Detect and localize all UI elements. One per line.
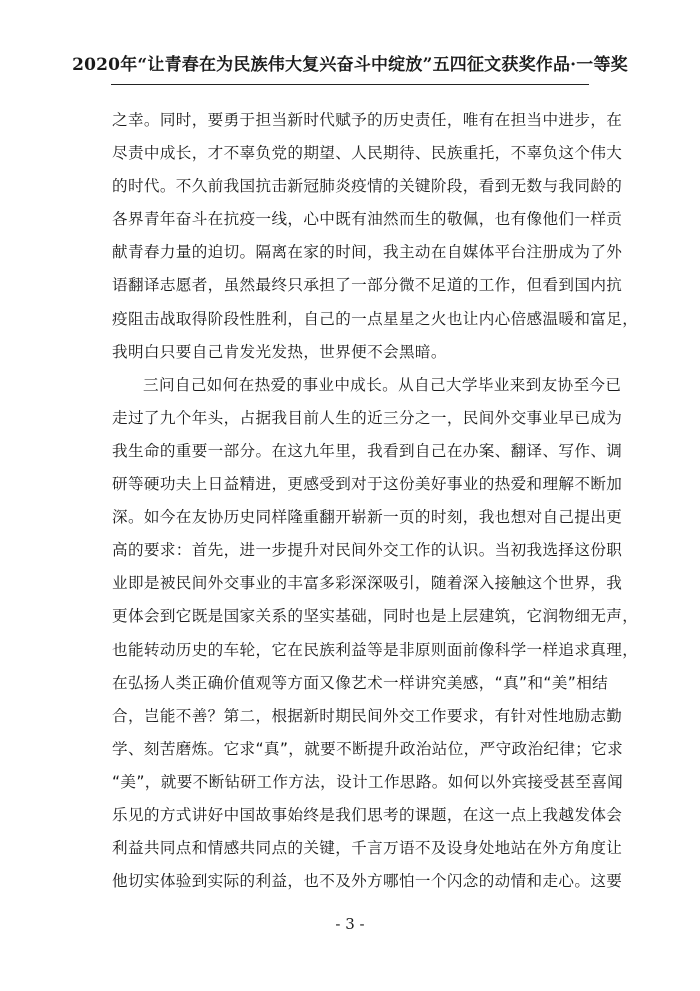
paragraph-line: 也能转动历史的车轮，它在民族利益等是非原则面前像科学一样追求真理， (112, 640, 639, 659)
page-number: - 3 - (335, 915, 365, 933)
paragraph-line: 疫阻击战取得阶段性胜利，自己的一点星星之火也让内心倍感温暖和富足， (112, 309, 639, 328)
paragraph-line: 研等硬功夫上日益精进，更感受到对于这份美好事业的热爱和理解不断加 (112, 475, 623, 494)
paragraph-line: 合，岂能不善？第二，根据新时期民间外交工作要求，有针对性地励志勤 (112, 706, 623, 725)
paragraph-line: 尽责中成长，才不辜负党的期望、人民期待、民族重托，不辜负这个伟大 (112, 144, 623, 163)
paragraph-line: 在弘扬人类正确价值观等方面又像艺术一样讲究美感，“真”和“美”相结 (112, 673, 609, 692)
body-text (112, 104, 639, 898)
paragraph-line: 利益共同点和情感共同点的关键，千言万语不及设身处地站在外方角度让 (112, 839, 623, 858)
header-divider (111, 84, 589, 85)
paragraph-line: 我生命的重要一部分。在这九年里，我看到自己在办案、翻译、写作、调 (112, 441, 623, 460)
running-header-title: 2020年“让青春在为民族伟大复兴奋斗中绽放”五四征文获奖作品·一等奖 (72, 55, 628, 75)
paragraph-line: 献青春力量的迫切。隔离在家的时间，我主动在自媒体平台注册成为了外 (112, 243, 623, 262)
paragraph-line: 各界青年奋斗在抗疫一线，心中既有油然而生的敬佩，也有像他们一样贡 (112, 210, 623, 229)
paragraph-line: “美”，就要不断钻研工作方法，设计工作思路。如何以外宾接受甚至喜闻 (112, 772, 624, 791)
paragraph-line: 深。如今在友协历史同样隆重翻开崭新一页的时刻，我也想对自己提出更 (112, 508, 623, 527)
paragraph-line: 的时代。不久前我国抗击新冠肺炎疫情的关键阶段，看到无数与我同龄的 (112, 177, 623, 196)
paragraph-line: 乐见的方式讲好中国故事始终是我们思考的课题，在这一点上我越发体会 (112, 805, 623, 824)
paragraph-line: 三问自己如何在热爱的事业中成长。从自己大学毕业来到友协至今已 (143, 375, 622, 394)
paragraph-line: 我明白只要自己肯发光发热，世界便不会黑暗。 (112, 342, 447, 361)
paragraph-line: 他切实体验到实际的利益，也不及外方哪怕一个闪念的动情和走心。这要 (112, 872, 623, 891)
paragraph-line: 走过了九个年头，占据我目前人生的近三分之一，民间外交事业早已成为 (112, 408, 623, 427)
paragraph-line: 之幸。同时，要勇于担当新时代赋予的历史责任，唯有在担当中进步，在 (112, 111, 623, 129)
paragraph-line: 高的要求：首先，进一步提升对民间外交工作的认识。当初我选择这份职 (112, 541, 623, 560)
paragraph-line: 学、刻苦磨炼。它求“真”，就要不断提升政治站位，严守政治纪律；它求 (112, 739, 624, 758)
paragraph-line: 语翻译志愿者，虽然最终只承担了一部分微不足道的工作，但看到国内抗 (112, 276, 623, 295)
paragraph-line: 更体会到它既是国家关系的坚实基础，同时也是上层建筑，它润物细无声， (112, 607, 639, 626)
paragraph-line: 业即是被民间外交事业的丰富多彩深深吸引，随着深入接触这个世界，我 (112, 574, 623, 593)
